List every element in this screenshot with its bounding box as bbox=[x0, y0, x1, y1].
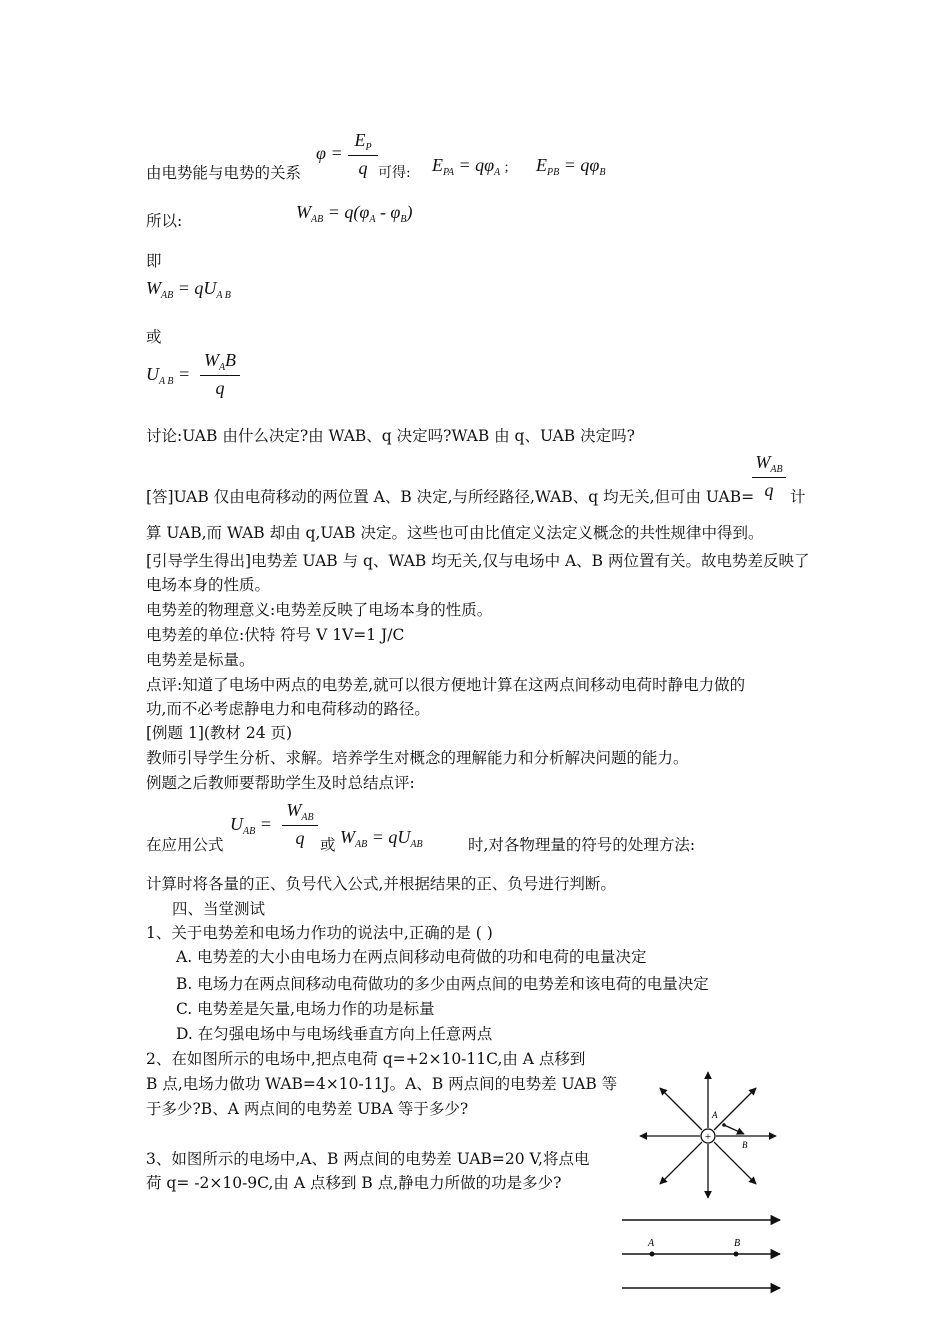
formula-wab-phi: $W_{AB} = q(\varphi_A - \varphi_B)$ bbox=[296, 202, 413, 225]
question-1-stem: 1、关于电势差和电场力作功的说法中,正确的是 ( ) bbox=[146, 924, 493, 942]
text-apply-or: 或 bbox=[320, 836, 336, 854]
text-line2-lead: 所以: bbox=[146, 212, 183, 230]
text-discuss: 讨论:UAB 由什么决定?由 WAB、q 决定吗?WAB 由 q、UAB 决定吗? bbox=[146, 427, 635, 445]
label-a: A bbox=[648, 1238, 655, 1249]
question-1-option-a: A. 电势差的大小由电场力在两点间移动电荷做的功和电荷的电量决定 bbox=[176, 948, 647, 966]
question-2-line2: B 点,电场力做功 WAB=4×10-11J。A、B 两点间的电势差 UAB 等 bbox=[146, 1075, 618, 1093]
uniform-field-lines bbox=[622, 1220, 780, 1288]
question-1-option-c: C. 电势差是矢量,电场力作的功是标量 bbox=[176, 1000, 435, 1018]
formula-epb: $E_{PB} = q\varphi_B$ bbox=[536, 155, 606, 178]
fraction-answer: $W_{AB}$ q bbox=[752, 452, 786, 501]
text-guide1: [引导学生得出]电势差 UAB 与 q、WAB 均无关,仅与电场中 A、B 两位置有关。故电势差反映了 bbox=[146, 552, 810, 570]
text-answer2: 算 UAB,而 WAB 却由 q,UAB 决定。这些也可由比值定义法定义概念的共性规律中得到。 bbox=[146, 524, 764, 542]
text-line1-mid: 可得: bbox=[378, 165, 411, 181]
text-scalar: 电势差是标量。 bbox=[146, 651, 255, 669]
text-meaning: 电势差的物理意义:电势差反映了电场本身的性质。 bbox=[146, 601, 493, 619]
formula-phi: φ = bbox=[316, 143, 343, 163]
text-line4-lead: 或 bbox=[146, 328, 162, 346]
charge-sign: + bbox=[704, 1131, 712, 1143]
fraction-apply: $W_{AB}$ q bbox=[282, 800, 318, 849]
text-comment2: 功,而不必考虑静电力和电荷移动的路径。 bbox=[146, 700, 430, 718]
question-1-option-d: D. 在匀强电场中与电场线垂直方向上任意两点 bbox=[176, 1025, 493, 1043]
formula-wab-qu: $W_{AB} = qU_{A B}$ bbox=[146, 278, 231, 301]
label-b: B bbox=[734, 1238, 741, 1249]
text-guide2: 电场本身的性质。 bbox=[146, 576, 271, 594]
point-b-dot bbox=[738, 1130, 742, 1134]
question-3-line2: 荷 q= -2×10-9C,由 A 点移到 B 点,静电力所做的功是多少? bbox=[146, 1174, 562, 1192]
text-line3-lead: 即 bbox=[146, 252, 162, 270]
text-example: [例题 1](教材 24 页) bbox=[146, 724, 293, 742]
text-apply-lead: 在应用公式 bbox=[146, 836, 224, 854]
text-answer-tail: 计 bbox=[790, 488, 806, 506]
section-title: 四、当堂测试 bbox=[172, 900, 266, 918]
figure-point-charge-field bbox=[636, 1068, 780, 1202]
text-unit: 电势差的单位:伏特 符号 V 1V=1 J/C bbox=[146, 626, 405, 644]
point-a-dot bbox=[650, 1252, 655, 1257]
question-2-line3: 于多少?B、A 两点间的电势差 UBA 等于多少? bbox=[146, 1100, 469, 1118]
formula-apply-wab: $W_{AB} = qU_{AB}$ bbox=[340, 827, 423, 850]
question-3-line1: 3、如图所示的电场中,A、B 两点间的电势差 UAB=20 V,将点电 bbox=[146, 1150, 590, 1168]
point-a-dot bbox=[722, 1123, 726, 1127]
text-apply-tail: 时,对各物理量的符号的处理方法: bbox=[468, 836, 696, 854]
question-2-line1: 2、在如图所示的电场中,把点电荷 q=+2×10-11C,由 A 点移到 bbox=[146, 1050, 586, 1068]
text-line1-lead: 由电势能与电势的关系 bbox=[146, 164, 302, 182]
text-calc: 计算时将各量的正、负号代入公式,并根据结果的正、负号进行判断。 bbox=[146, 875, 616, 893]
text-teacher2: 例题之后教师要帮助学生及时总结点评: bbox=[146, 774, 415, 792]
formula-epa: $E_{PA} = q\varphi_A$ ; bbox=[432, 155, 509, 178]
fraction-wab-over-q: $W_AB$ q bbox=[200, 350, 240, 399]
text-answer1: [答]UAB 仅由电荷移动的两位置 A、B 决定,与所经路径,WAB、q 均无关,但可由 UAB= bbox=[146, 488, 755, 506]
label-b: B bbox=[742, 1140, 748, 1150]
text-teacher1: 教师引导学生分析、求解。培养学生对概念的理解能力和分析解决问题的能力。 bbox=[146, 749, 689, 767]
question-1-option-b: B. 电场力在两点间移动电荷做功的多少由两点间的电势差和该电荷的电量决定 bbox=[176, 975, 709, 993]
fraction-ep-over-q: $\frac{E_P}{q}$ bbox=[348, 130, 378, 179]
formula-uab-left: $U_{A B}$ = bbox=[146, 364, 191, 387]
point-b-dot bbox=[734, 1252, 739, 1257]
figure-uniform-field bbox=[620, 1208, 784, 1298]
label-a: A bbox=[712, 1110, 718, 1120]
text-comment1: 点评:知道了电场中两点的电势差,就可以很方便地计算在这两点间移动电荷时静电力做的 bbox=[146, 676, 746, 694]
formula-apply-uab: $U_{AB}$ = bbox=[230, 814, 272, 837]
